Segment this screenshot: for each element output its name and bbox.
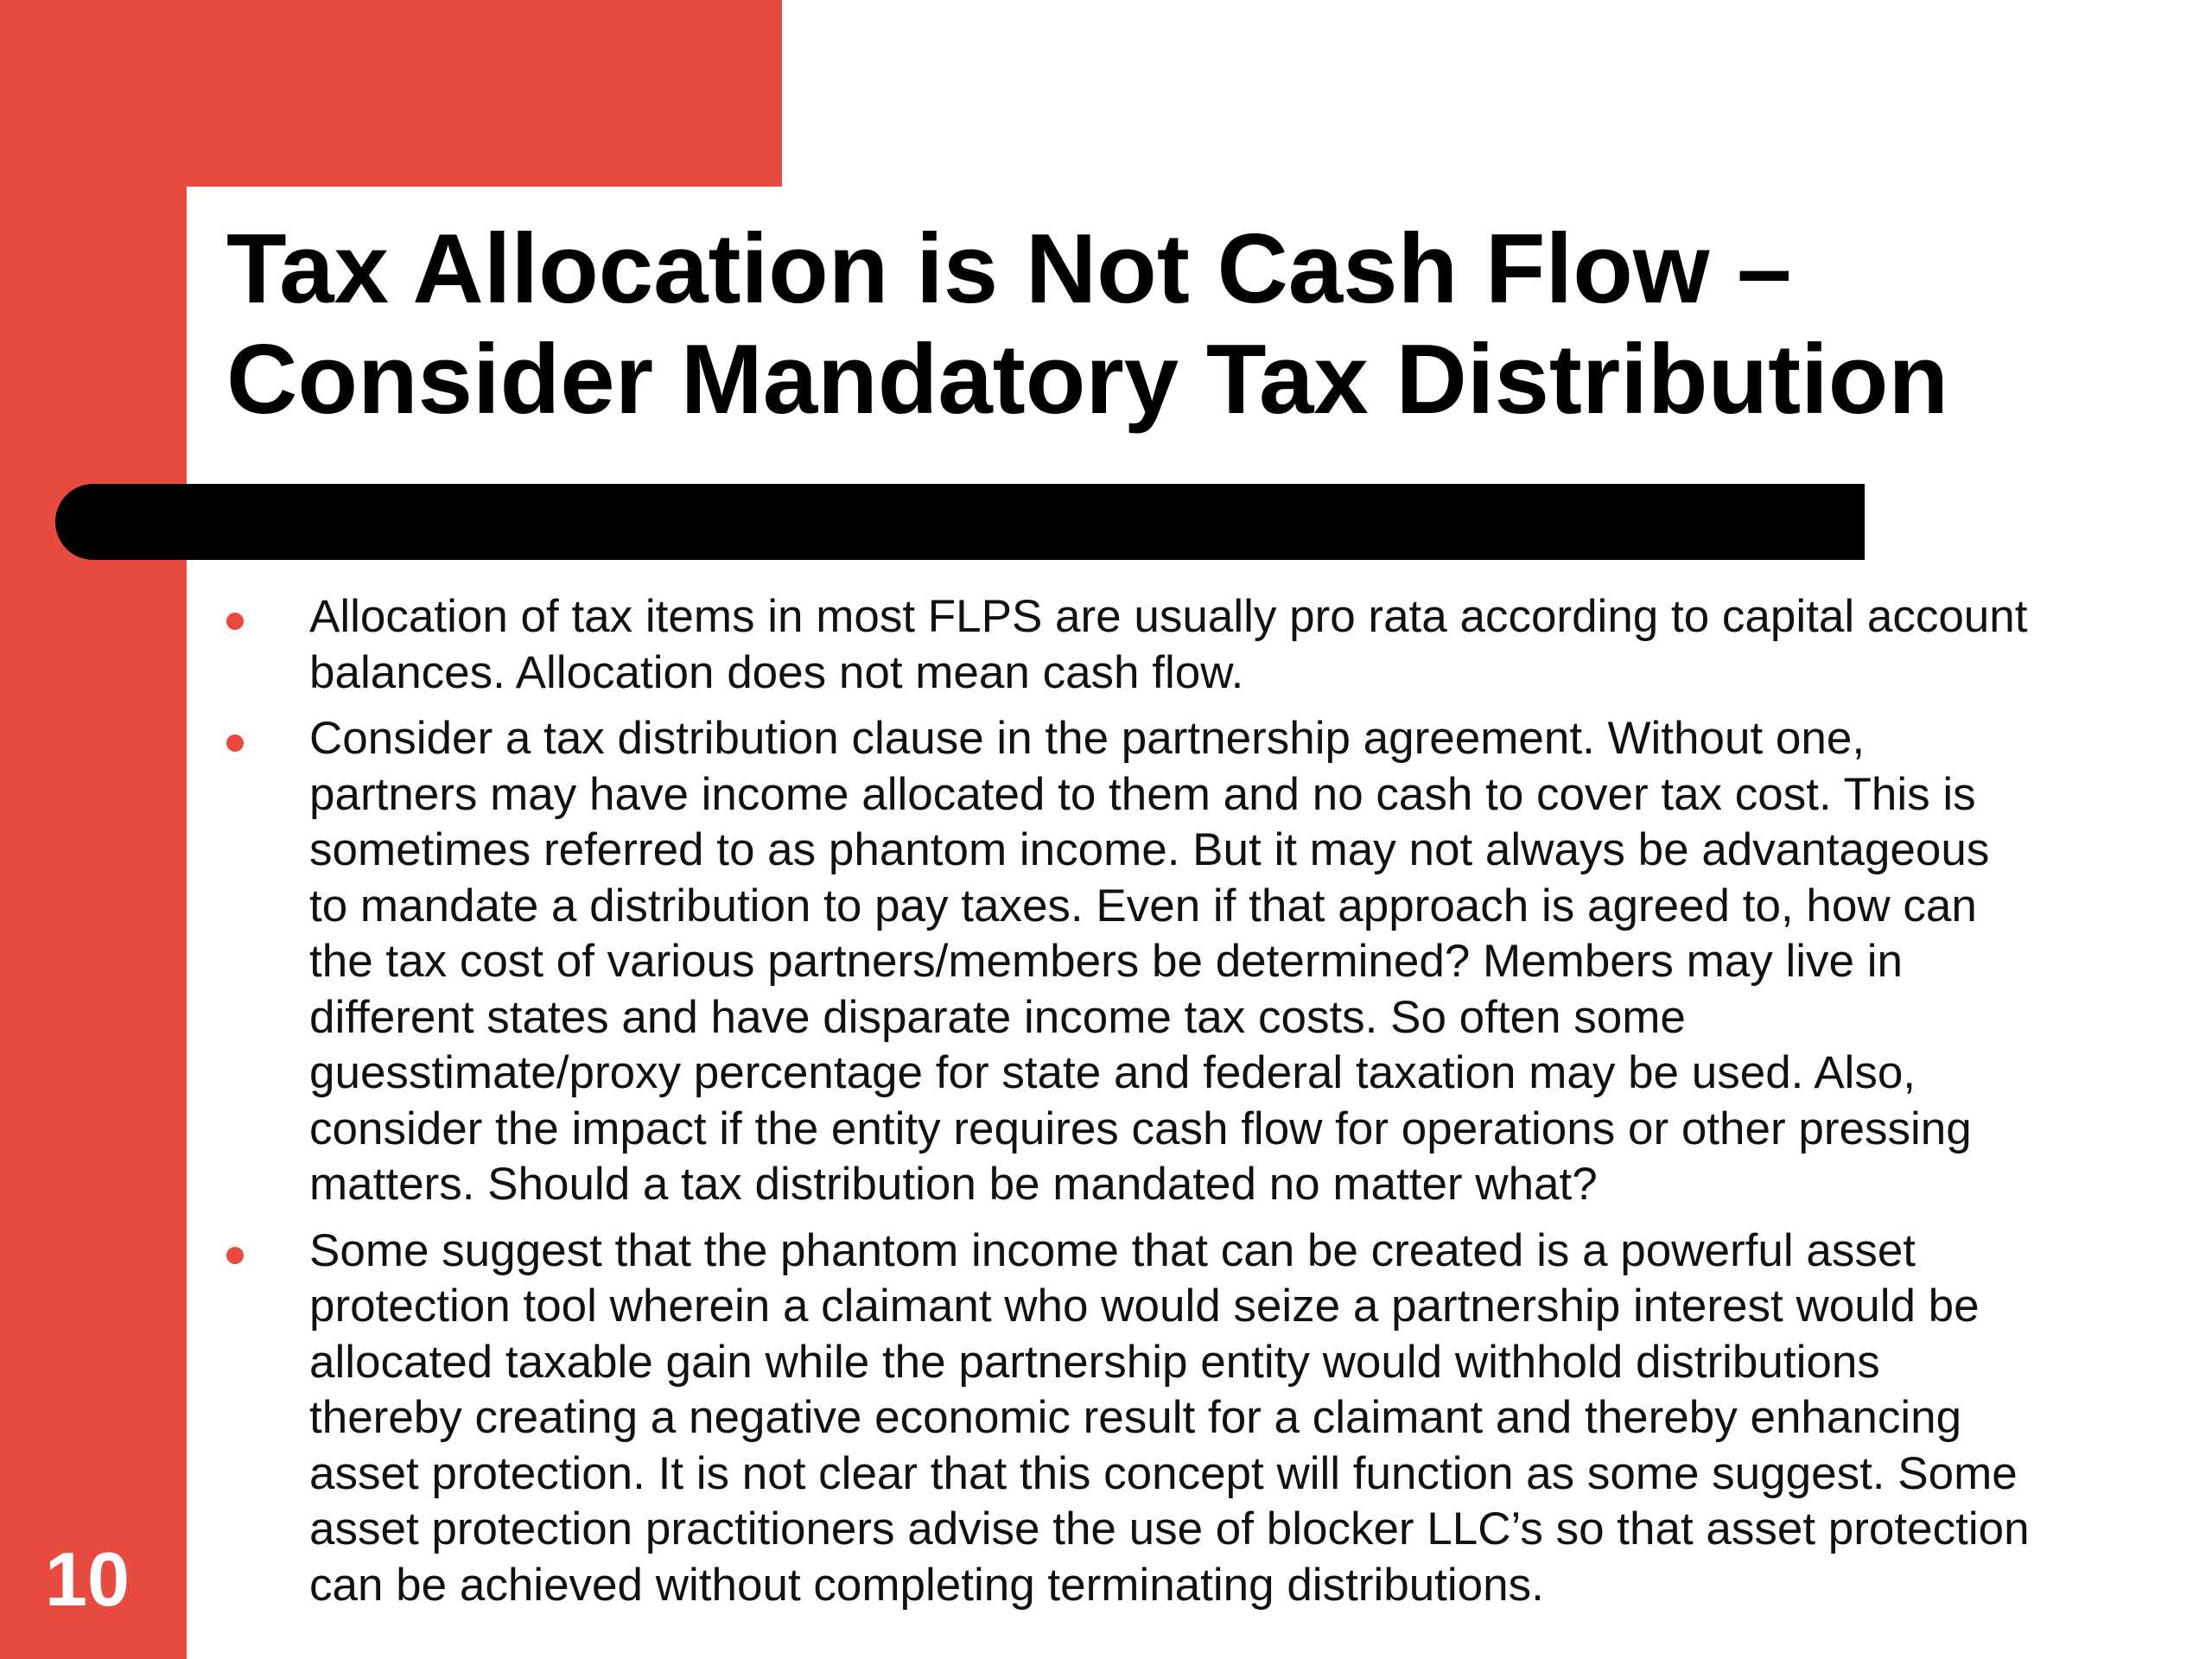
- bullet-dot-icon: [226, 734, 244, 752]
- bullet-2-line-2: partners may have income allocated to them and no cash to cover tax cost. This is: [309, 768, 1976, 820]
- bullet-text-3: [309, 1224, 2093, 1614]
- bullet-1-line-1: Allocation of tax items in most FLPS are usually pro rata according to capital account: [309, 591, 2028, 642]
- bullet-3-line-1: Some suggest that the phantom income that can be created is a powerful asset: [309, 1224, 1916, 1276]
- bullet-2-line-7: guesstimate/proxy percentage for state and federal taxation may be used. Also,: [309, 1047, 1916, 1098]
- bullet-text-2: [309, 711, 2093, 1213]
- bullet-2-line-9: matters. Should a tax distribution be mandated no matter what?: [309, 1159, 1598, 1210]
- bullet-3-line-3: allocated taxable gain while the partnership entity would withhold distributions: [309, 1336, 1880, 1388]
- bullet-item-2: [226, 711, 2093, 1213]
- bullet-dot-icon: [226, 613, 244, 630]
- slide-title: [226, 214, 2127, 435]
- bullet-2-line-1: Consider a tax distribution clause in the partnership agreement. Without one,: [309, 713, 1866, 764]
- bullet-item-3: [226, 1224, 2093, 1614]
- bullet-list: [226, 589, 2093, 1624]
- bullet-2-line-4: to mandate a distribution to pay taxes. Even if that approach is agreed to, how can: [309, 880, 1977, 931]
- bullet-2-line-6: different states and have disparate income tax costs. So often some: [309, 991, 1686, 1043]
- bullet-3-line-7: can be achieved without completing terminating distributions.: [309, 1559, 1544, 1611]
- bullet-text-1: [309, 589, 2093, 701]
- bullet-dot-icon: [226, 1247, 244, 1264]
- bullet-3-line-5: asset protection. It is not clear that this concept will function as some suggest. Some: [309, 1447, 2018, 1499]
- title-divider-bar: [55, 484, 1865, 560]
- bullet-2-line-8: consider the impact if the entity requires cash flow for operations or other pressing: [309, 1103, 1972, 1154]
- bullet-1-line-2: balances. Allocation does not mean cash flow.: [309, 646, 1244, 698]
- top-red-block: [0, 0, 782, 187]
- bullet-item-1: [226, 589, 2093, 701]
- slide-number: 10: [45, 1536, 130, 1622]
- bullet-2-line-5: the tax cost of various partners/members be determined? Members may live in: [309, 936, 1904, 987]
- slide-title-line-1: Tax Allocation is Not Cash Flow –: [226, 214, 1792, 324]
- slide-title-line-2: Consider Mandatory Tax Distribution: [226, 325, 1949, 435]
- bullet-2-line-3: sometimes referred to as phantom income. But it may not always be advantageous: [309, 824, 1990, 875]
- bullet-3-line-4: thereby creating a negative economic result for a claimant and thereby enhancing: [309, 1392, 1962, 1443]
- left-red-band: [0, 0, 187, 1659]
- bullet-3-line-2: protection tool wherein a claimant who would seize a partnership interest would be: [309, 1281, 1980, 1332]
- bullet-3-line-6: asset protection practitioners advise the use of blocker LLC’s so that asset protection: [309, 1503, 2030, 1554]
